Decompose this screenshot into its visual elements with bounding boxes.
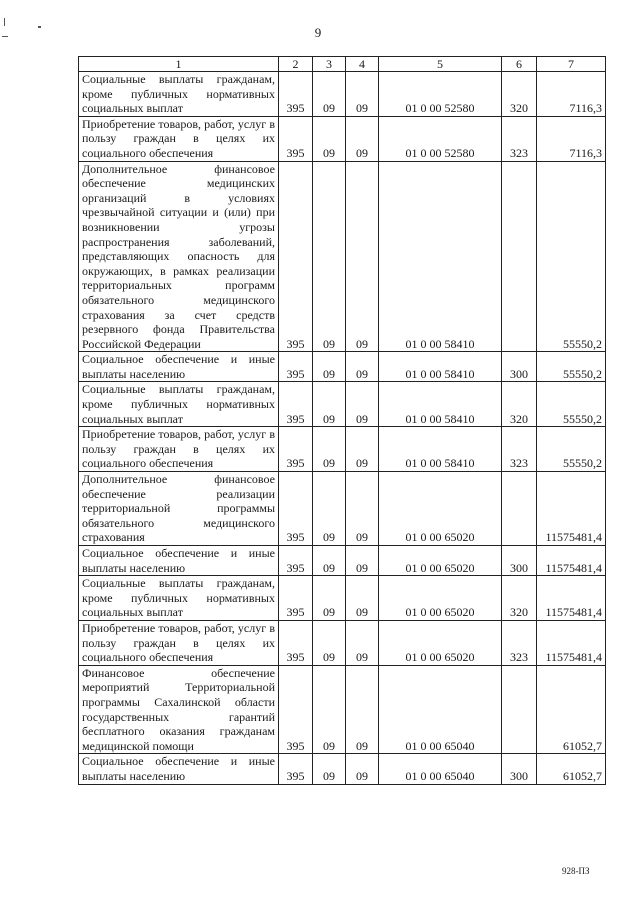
row-department-code: 395	[279, 546, 313, 576]
row-name: Приобретение товаров, работ, услуг в пользу граждан в целях их социального обеспечения	[79, 427, 279, 472]
row-target-article: 01 0 00 65020	[379, 620, 502, 665]
row-subsection-code: 09	[346, 382, 379, 427]
row-target-article: 01 0 00 65020	[379, 576, 502, 621]
row-name: Социальное обеспечение и иные выплаты населению	[79, 754, 279, 784]
row-amount: 11575481,4	[537, 472, 606, 546]
col-header-4: 4	[346, 57, 379, 72]
row-name: Приобретение товаров, работ, услуг в пользу граждан в целях их социального обеспечения	[79, 620, 279, 665]
row-subsection-code: 09	[346, 352, 379, 382]
row-section-code: 09	[313, 427, 346, 472]
row-target-article: 01 0 00 52580	[379, 72, 502, 117]
row-expense-type	[502, 665, 537, 754]
row-expense-type: 300	[502, 754, 537, 784]
row-amount: 55550,2	[537, 427, 606, 472]
row-expense-type: 323	[502, 427, 537, 472]
row-subsection-code: 09	[346, 472, 379, 546]
table-row	[79, 382, 606, 427]
table-row	[79, 576, 606, 621]
row-target-article: 01 0 00 65020	[379, 472, 502, 546]
table-row	[79, 754, 606, 784]
row-department-code: 395	[279, 382, 313, 427]
table-row	[79, 116, 606, 161]
row-name: Социальные выплаты гражданам, кроме публичных нормативных социальных выплат	[79, 576, 279, 621]
row-target-article: 01 0 00 58410	[379, 382, 502, 427]
row-expense-type: 323	[502, 116, 537, 161]
row-name: Дополнительное финансовое обеспечение медицинских организаций в условиях чрезвычайной ситуации и (или) при возникновении угрозы распространения заболеваний, представляющих опасность для окружающих, в рамках реализации территориальных программ обязательного медицинского страхования за счет средств резервного фонда Правительства Российской Федерации	[79, 161, 279, 352]
row-department-code: 395	[279, 116, 313, 161]
col-header-1: 1	[79, 57, 279, 72]
table-row	[79, 352, 606, 382]
row-amount: 11575481,4	[537, 620, 606, 665]
row-department-code: 395	[279, 665, 313, 754]
row-section-code: 09	[313, 472, 346, 546]
row-subsection-code: 09	[346, 116, 379, 161]
row-expense-type	[502, 161, 537, 352]
row-name: Социальные выплаты гражданам, кроме публичных нормативных социальных выплат	[79, 382, 279, 427]
row-name: Дополнительное финансовое обеспечение реализации территориальной программы обязательного медицинского страхования	[79, 472, 279, 546]
row-subsection-code: 09	[346, 754, 379, 784]
row-department-code: 395	[279, 72, 313, 117]
row-subsection-code: 09	[346, 546, 379, 576]
row-section-code: 09	[313, 754, 346, 784]
row-amount: 55550,2	[537, 161, 606, 352]
row-amount: 11575481,4	[537, 546, 606, 576]
row-target-article: 01 0 00 58410	[379, 161, 502, 352]
row-expense-type	[502, 472, 537, 546]
col-header-7: 7	[537, 57, 606, 72]
col-header-5: 5	[379, 57, 502, 72]
table-row	[79, 427, 606, 472]
row-amount: 7116,3	[537, 116, 606, 161]
row-name: Финансовое обеспечение мероприятий Территориальной программы Сахалинской области государственных гарантий бесплатного оказания гражданам медицинской помощи	[79, 665, 279, 754]
header-row	[79, 57, 606, 72]
row-department-code: 395	[279, 576, 313, 621]
row-name: Приобретение товаров, работ, услуг в пользу граждан в целях их социального обеспечения	[79, 116, 279, 161]
row-section-code: 09	[313, 161, 346, 352]
table-row	[79, 472, 606, 546]
row-subsection-code: 09	[346, 576, 379, 621]
row-amount: 55550,2	[537, 382, 606, 427]
row-amount: 61052,7	[537, 754, 606, 784]
row-department-code: 395	[279, 161, 313, 352]
row-expense-type: 320	[502, 576, 537, 621]
row-amount: 61052,7	[537, 665, 606, 754]
row-section-code: 09	[313, 620, 346, 665]
col-header-3: 3	[313, 57, 346, 72]
col-header-6: 6	[502, 57, 537, 72]
budget-table	[78, 56, 606, 785]
row-section-code: 09	[313, 116, 346, 161]
row-expense-type: 320	[502, 382, 537, 427]
row-target-article: 01 0 00 65040	[379, 754, 502, 784]
row-expense-type: 320	[502, 72, 537, 117]
table-row	[79, 620, 606, 665]
row-department-code: 395	[279, 754, 313, 784]
table-row	[79, 161, 606, 352]
table-row	[79, 546, 606, 576]
row-department-code: 395	[279, 472, 313, 546]
row-name: Социальное обеспечение и иные выплаты населению	[79, 352, 279, 382]
row-expense-type: 300	[502, 352, 537, 382]
row-name: Социальное обеспечение и иные выплаты населению	[79, 546, 279, 576]
row-subsection-code: 09	[346, 72, 379, 117]
row-subsection-code: 09	[346, 620, 379, 665]
row-amount: 11575481,4	[537, 576, 606, 621]
row-section-code: 09	[313, 352, 346, 382]
row-subsection-code: 09	[346, 665, 379, 754]
row-target-article: 01 0 00 52580	[379, 116, 502, 161]
row-amount: 7116,3	[537, 72, 606, 117]
table-row	[79, 72, 606, 117]
row-department-code: 395	[279, 620, 313, 665]
row-target-article: 01 0 00 65040	[379, 665, 502, 754]
row-amount: 55550,2	[537, 352, 606, 382]
row-target-article: 01 0 00 65020	[379, 546, 502, 576]
row-department-code: 395	[279, 352, 313, 382]
row-subsection-code: 09	[346, 427, 379, 472]
row-department-code: 395	[279, 427, 313, 472]
row-section-code: 09	[313, 382, 346, 427]
row-section-code: 09	[313, 546, 346, 576]
col-header-2: 2	[279, 57, 313, 72]
row-subsection-code: 09	[346, 161, 379, 352]
page-number: 9	[314, 25, 322, 40]
table-row	[79, 665, 606, 754]
row-expense-type: 300	[502, 546, 537, 576]
row-section-code: 09	[313, 576, 346, 621]
document-code: 928-ПЗ	[562, 866, 590, 876]
table-body	[79, 72, 606, 785]
row-target-article: 01 0 00 58410	[379, 352, 502, 382]
row-expense-type: 323	[502, 620, 537, 665]
row-target-article: 01 0 00 58410	[379, 427, 502, 472]
row-name: Социальные выплаты гражданам, кроме публичных нормативных социальных выплат	[79, 72, 279, 117]
row-section-code: 09	[313, 72, 346, 117]
row-section-code: 09	[313, 665, 346, 754]
